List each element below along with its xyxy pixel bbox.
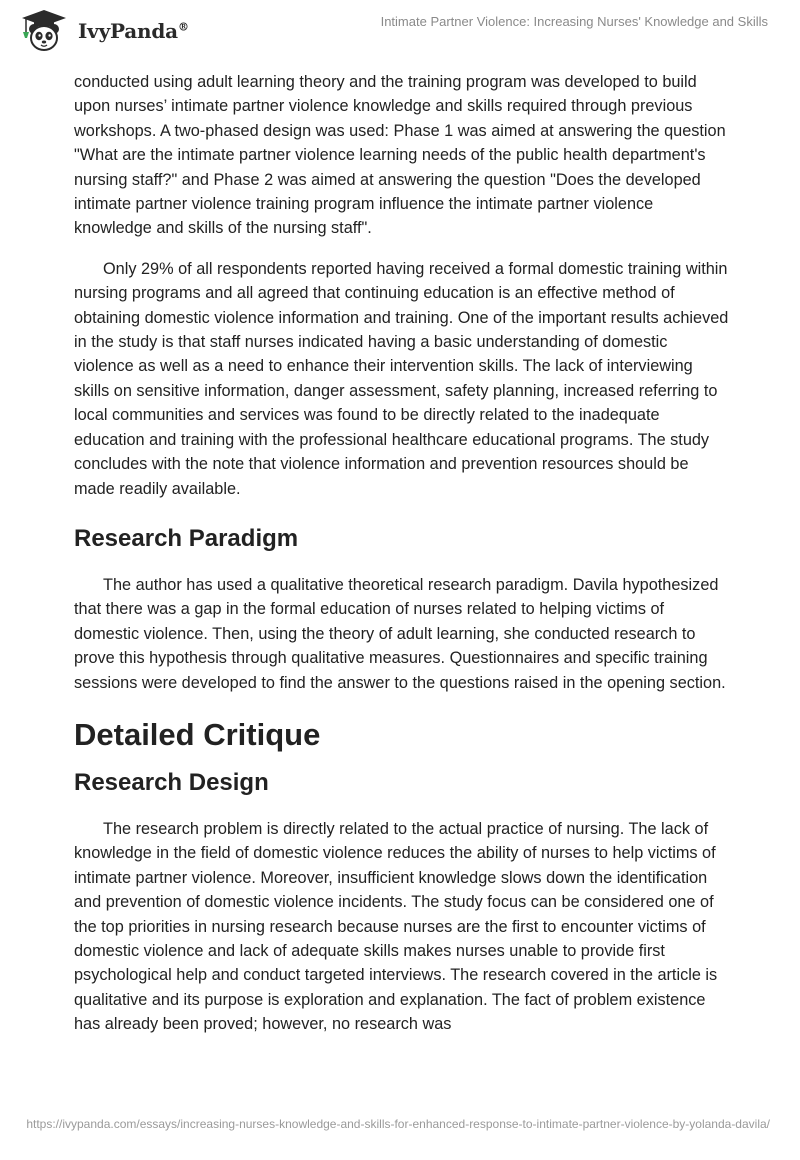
section-heading: Research Paradigm — [74, 524, 299, 552]
paragraph: The research problem is directly related to the actual practice of nursing. The lack of knowledge in the field of domestic violence reduces the ability of nurses to help victims of intimate partner violence. Moreover, insufficient knowledge slows down the identification and prevention of domestic violence incidents. The study focus can be considered one of the top priorities in nursing research because nurses are the first to encounter victims of domestic violence and lack of adequate skills makes nurses unable to provide first psychological help and conduct targeted interviews. The research covered in the article is qualitative and its purpose is exploration and explanation. The fact of problem existence has already been proved; however, no research was — [74, 819, 718, 1034]
document-title: Intimate Partner Violence: Increasing Nurses' Knowledge and Skills — [380, 14, 768, 29]
section-heading: Research Design — [74, 768, 269, 796]
paragraph: Only 29% of all respondents reported having received a formal domestic training within nursing programs and all agreed that continuing education is an effective method of obtaining domestic violence information and training. One of the important results achieved in the study is that staff nurses indicated having a basic understanding of domestic violence as well as a need to enhance their intervention skills. The lack of interviewing skills on sensitive information, danger assessment, safety planning, increased referring to local communities and services was found to be directly related to the inadequate education and training with the professional healthcare educational programs. The study concludes with the note that violence information and prevention resources should be made readily available. — [74, 259, 729, 498]
paragraph: The author has used a qualitative theoretical research paradigm. Davila hypothesized that there was a gap in the formal education of nurses related to helping victims of domestic violence. Then, using the theory of adult learning, she conducted research to prove this hypothesis through qualitative measures. Questionnaires and specific training sessions were developed to find the answer to the questions raised in the opening section. — [74, 575, 726, 692]
page-header — [0, 0, 800, 62]
ivypanda-logo[interactable] — [14, 8, 189, 54]
brand-name: IvyPanda® — [78, 19, 189, 43]
essay-content — [74, 70, 730, 1037]
chapter-heading: Detailed Critique — [74, 716, 321, 752]
source-url[interactable]: https://ivypanda.com/essays/increasing-nurses-knowledge-and-skills-for-enhanced-response-to-intimate-partner-violence-by-yolanda-davila/ — [26, 1117, 770, 1131]
paragraph: conducted using adult learning theory and the training program was developed to build upon nurses’ intimate partner violence knowledge and skills required through previous workshops. A two-phased design was used: Phase 1 was aimed at answering the question "What are the intimate partner violence learning needs of the public health department's nursing staff?" and Phase 2 was aimed at answering the question "Does the developed intimate partner violence training program influence the intimate partner violence knowledge and skills of the nursing staff". — [74, 73, 726, 238]
panda-graduate-icon — [14, 8, 74, 54]
